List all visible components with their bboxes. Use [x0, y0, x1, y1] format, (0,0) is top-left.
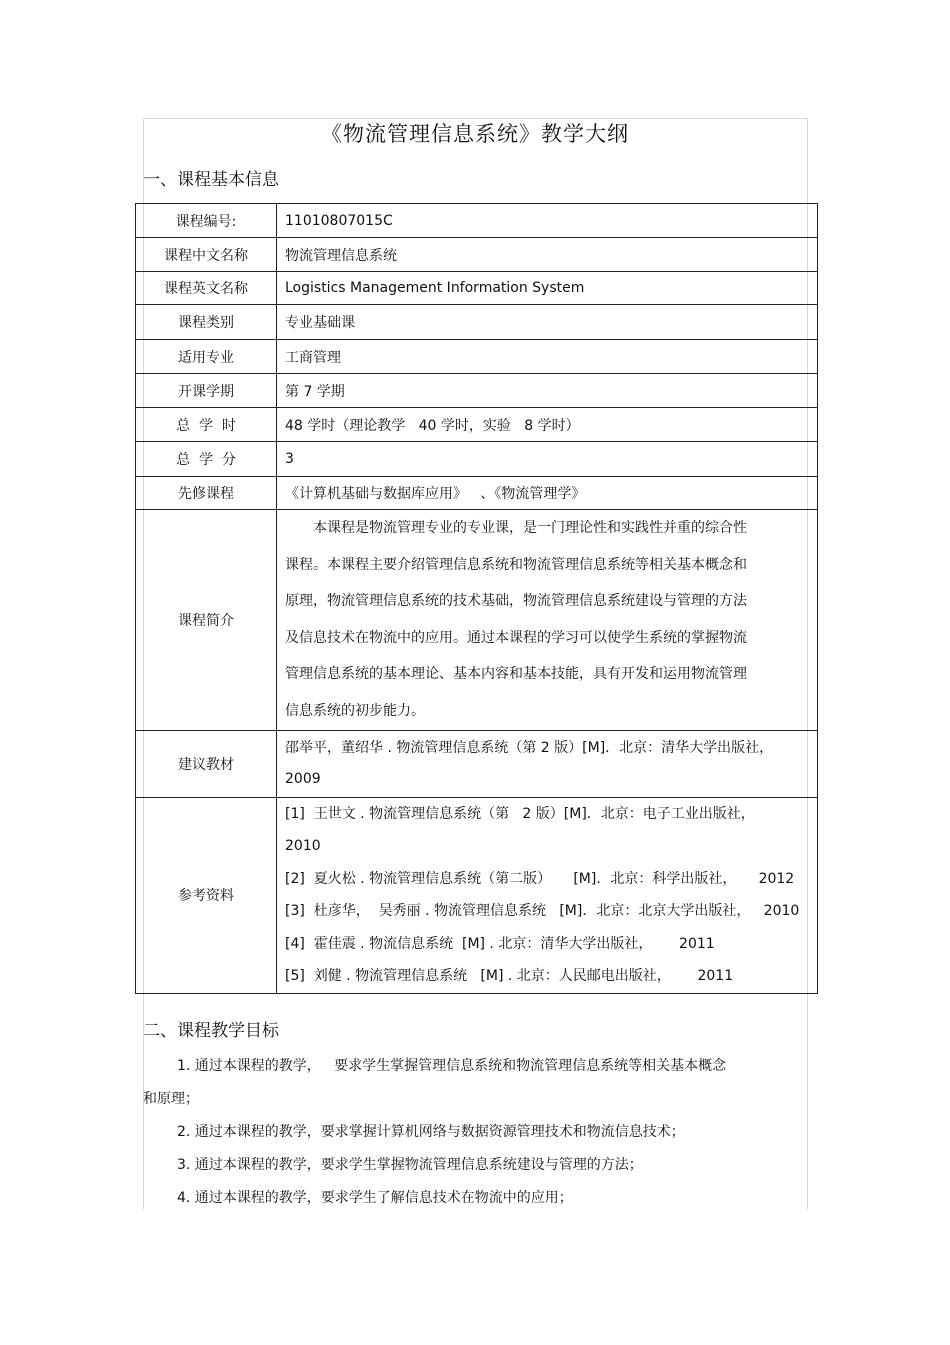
table-row	[136, 797, 818, 993]
table-row	[136, 340, 818, 374]
semester-value: 第 7 学期	[277, 374, 818, 408]
reference-item: [2] 夏火松 . 物流管理信息系统（第二版） [M]．北京：科学出版社， 2012	[285, 870, 795, 887]
objective-item: 4. 通过本课程的教学，要求学生了解信息技术在物流中的应用；	[177, 1190, 573, 1206]
objective-item: 1. 通过本课程的教学， 要求学生掌握管理信息系统和物流管理信息系统等相关基本概念	[177, 1058, 727, 1074]
course-code-value: 11010807015C	[277, 204, 818, 238]
course-type-value: 专业基础课	[277, 305, 818, 340]
course-name-en-value: Logistics Management Information System	[277, 272, 818, 305]
table-row	[136, 238, 818, 272]
table-row	[136, 442, 818, 477]
course-intro-text: 本课程是物流管理专业的专业课，是一门理论性和实践性并重的综合性课程。本课程主要介绍管理信息系统和物流管理信息系统等相关基本概念和原理，物流管理信息系统的技术基础，物流管理信息系统建设与管理的方法及信息技术在物流中的应用。通过本课程的学习可以使学生系统的掌握物流管理信息系统的基本理论、基本内容和基本技能，具有开发和运用物流管理信息系统的初步能力。	[285, 520, 747, 719]
reference-item: 2010	[285, 838, 321, 855]
references-label: 参考资料	[136, 797, 277, 993]
references-list	[277, 797, 818, 993]
course-intro-label: 课程简介	[136, 510, 277, 731]
textbook-label: 建议教材	[136, 730, 277, 797]
major-label: 适用专业	[136, 340, 277, 374]
objectives-list	[143, 1050, 783, 1215]
prerequisites-value: 《计算机基础与数据库应用》 、《物流管理学》	[277, 477, 818, 510]
course-info-table	[135, 203, 818, 994]
course-name-cn-label: 课程中文名称	[136, 238, 277, 272]
semester-label: 开课学期	[136, 374, 277, 408]
objective-item-continuation: 和原理；	[143, 1091, 199, 1107]
table-row	[136, 374, 818, 408]
total-hours-label: 总 学 时	[136, 408, 277, 442]
table-row	[136, 272, 818, 305]
reference-item: [3] 杜彦华， 吴秀丽 . 物流管理信息系统 [M]．北京：北京大学出版社， 2010	[285, 903, 800, 920]
objective-item: 3. 通过本课程的教学，要求学生掌握物流管理信息系统建设与管理的方法；	[177, 1157, 643, 1173]
table-row	[136, 510, 818, 731]
textbook-value: 邵举平，董绍华 . 物流管理信息系统（第 2 版）[M]．北京：清华大学出版社， 2009	[277, 730, 818, 797]
major-value: 工商管理	[277, 340, 818, 374]
objective-item: 2. 通过本课程的教学，要求掌握计算机网络与数据资源管理技术和物流信息技术；	[177, 1124, 685, 1140]
section-heading-objectives: 二、课程教学目标	[143, 1021, 279, 1041]
table-row	[136, 408, 818, 442]
reference-item: [4] 霍佳震 . 物流信息系统 [M] . 北京：清华大学出版社， 2011	[285, 935, 715, 952]
reference-item: [1] 王世文 . 物流管理信息系统（第 2 版）[M]．北京：电子工业出版社，	[285, 805, 755, 822]
course-code-label: 课程编号:	[136, 204, 277, 238]
prerequisites-label: 先修课程	[136, 477, 277, 510]
course-intro-cell	[277, 510, 818, 731]
total-credits-label: 总 学 分	[136, 442, 277, 477]
table-row	[136, 477, 818, 510]
document-title: 《物流管理信息系统》教学大纲	[321, 122, 629, 146]
section-heading-basic-info: 一、课程基本信息	[143, 170, 279, 190]
table-row	[136, 730, 818, 797]
course-type-label: 课程类别	[136, 305, 277, 340]
total-hours-value: 48 学时（理论教学 40 学时，实验 8 学时）	[277, 408, 818, 442]
course-name-en-label: 课程英文名称	[136, 272, 277, 305]
total-credits-value: 3	[277, 442, 818, 477]
course-name-cn-value: 物流管理信息系统	[277, 238, 818, 272]
table-row	[136, 204, 818, 238]
reference-item: [5] 刘健 . 物流管理信息系统 [M] . 北京：人民邮电出版社， 2011	[285, 968, 734, 985]
table-row	[136, 305, 818, 340]
